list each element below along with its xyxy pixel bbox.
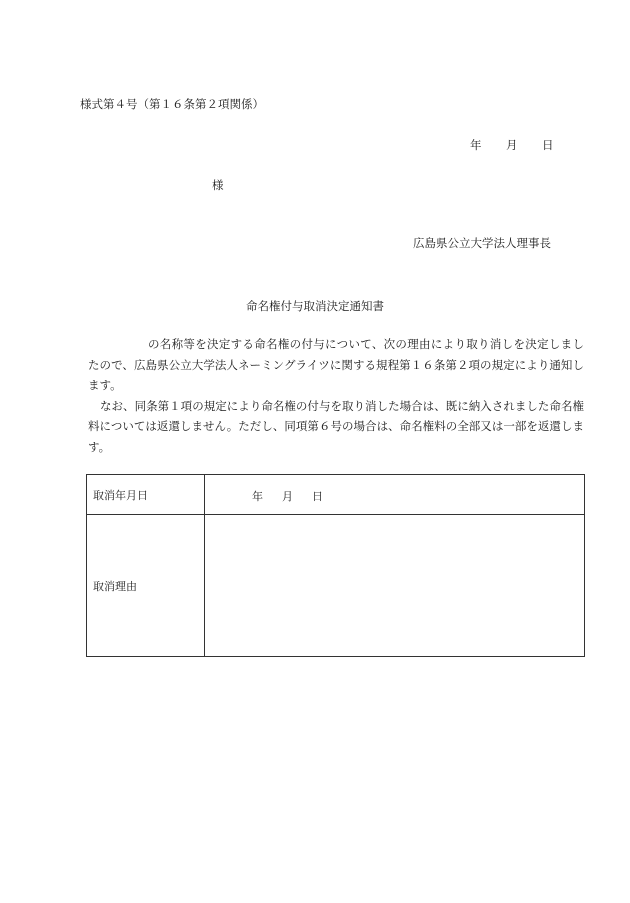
addressee-honorific: 様	[212, 178, 224, 192]
body-text	[88, 334, 584, 457]
cancel-date-value-cell	[205, 475, 585, 515]
cancel-date-year: 年	[252, 490, 263, 503]
cancel-reason-value	[205, 515, 585, 657]
cancellation-info-table	[86, 474, 585, 657]
body-paragraph-1: の名称等を決定する命名権の付与について、次の理由により取り消しを決定しましたので、広島県公立大学法人ネーミングライツに関する規程第１６条第２項の規定により通知します。	[88, 337, 584, 392]
date-year-label: 年	[470, 138, 482, 152]
cancel-date-month: 月	[282, 490, 293, 503]
cancel-date-value	[205, 475, 584, 514]
body-paragraph-2: なお、同条第１項の規定により命名権の付与を取り消した場合は、既に納入されました命名権料については返還しません。ただし、同項第６号の場合は、命名権料の全部又は一部を返還します。	[88, 398, 584, 454]
document-title: 命名権付与取消決定通知書	[246, 299, 384, 313]
form-number: 様式第４号（第１６条第２項関係）	[80, 97, 264, 111]
date-day-label: 日	[542, 138, 554, 152]
cancel-date-label: 取消年月日	[87, 475, 205, 515]
date-month-label: 月	[506, 138, 518, 152]
table-row-cancel-date	[87, 475, 585, 515]
cancel-date-day: 日	[312, 490, 323, 503]
cancel-reason-label: 取消理由	[87, 515, 205, 657]
sender-name: 広島県公立大学法人理事長	[413, 236, 551, 250]
table-row-cancel-reason	[87, 515, 585, 657]
